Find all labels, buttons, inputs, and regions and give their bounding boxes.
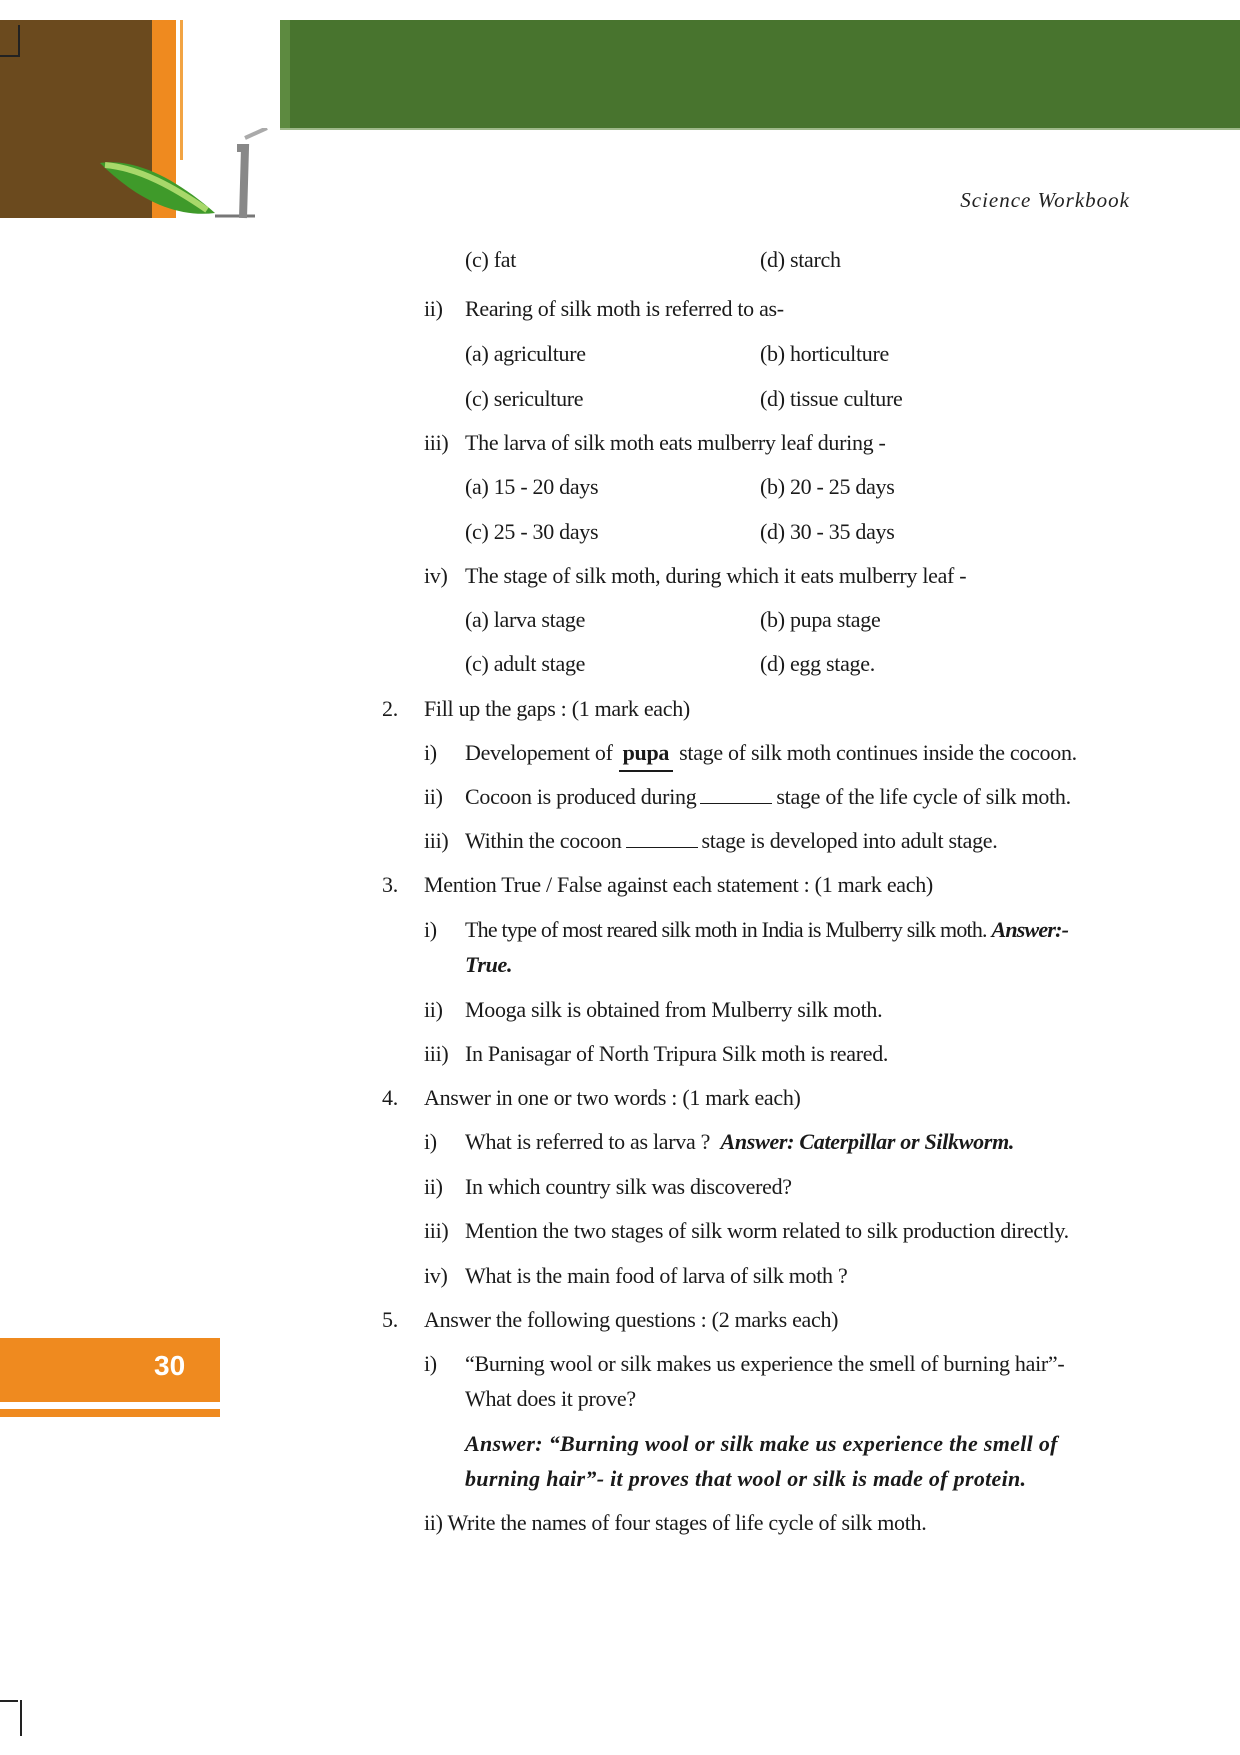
question-text: The stage of silk moth, during which it eats mulberry leaf - (465, 563, 967, 588)
header-green-edge (280, 20, 290, 128)
header-green-rule (280, 128, 1240, 130)
answer-blank (700, 785, 772, 804)
item-number: iii) (424, 828, 449, 853)
question-title: Answer in one or two words : (1 mark each) (424, 1085, 801, 1110)
statement-text: Mooga silk is obtained from Mulberry silk moth. (465, 997, 883, 1022)
option-c: (c) fat (465, 247, 517, 272)
question-title: Fill up the gaps : (1 mark each) (424, 696, 690, 721)
leaf-sprout-icon (95, 128, 275, 228)
question-text: In which country silk was discovered? (465, 1174, 792, 1199)
sentence-pre: Within the cocoon (465, 828, 622, 853)
question-title: Mention True / False against each statement : (1 mark each) (424, 872, 933, 897)
question-number: 3. (382, 872, 398, 897)
item-number: iii) (424, 1218, 449, 1243)
item-number: ii) (424, 296, 443, 321)
crop-mark-top-vertical (18, 25, 20, 55)
item-number: iii) (424, 430, 449, 455)
filled-answer: pupa (619, 740, 674, 772)
item-number: i) (424, 740, 437, 765)
item-number: i) (424, 917, 437, 942)
option-b: (b) horticulture (760, 341, 889, 366)
fill-gap-sentence (465, 828, 997, 854)
item-number: iv) (424, 563, 448, 588)
sentence-post: stage is developed into adult stage. (701, 828, 998, 853)
answer-blank (626, 829, 698, 848)
question-number: 4. (382, 1085, 398, 1110)
page-number-tab-underline (0, 1409, 220, 1417)
question-title: Answer the following questions : (2 marks each) (424, 1307, 839, 1332)
sentence-post: stage of the life cycle of silk moth. (776, 784, 1071, 809)
option-a: (a) larva stage (465, 607, 586, 632)
answer-label: Answer:- (991, 917, 1069, 942)
item-number: i) (424, 1351, 437, 1376)
option-b: (b) 20 - 25 days (760, 474, 895, 499)
question-text: What is the main food of larva of silk moth ? (465, 1263, 848, 1288)
crop-mark-top (0, 55, 20, 57)
answer-line-1: Answer: “Burning wool or silk make us experience the smell of (465, 1431, 1058, 1456)
question-number: 5. (382, 1307, 398, 1332)
question-text-line-2: What does it prove? (465, 1386, 636, 1411)
answer-text: Answer: Caterpillar or Silkworm. (720, 1129, 1015, 1154)
fill-gap-sentence (465, 740, 1077, 772)
option-c: (c) sericulture (465, 386, 584, 411)
sentence-post: stage of silk moth continues inside the cocoon. (679, 740, 1077, 765)
item-number: iv) (424, 1263, 448, 1288)
option-c: (c) adult stage (465, 651, 586, 676)
option-d: (d) starch (760, 247, 841, 272)
question-text (465, 1129, 1014, 1155)
option-d: (d) egg stage. (760, 651, 875, 676)
sentence-pre: Cocoon is produced during (465, 784, 697, 809)
option-d: (d) 30 - 35 days (760, 519, 895, 544)
option-b: (b) pupa stage (760, 607, 881, 632)
question-text: Mention the two stages of silk worm related to silk production directly. (465, 1218, 1069, 1243)
question-text: Rearing of silk moth is referred to as- (465, 296, 784, 321)
option-a: (a) agriculture (465, 341, 586, 366)
item-number: ii) (424, 997, 443, 1022)
option-d: (d) tissue culture (760, 386, 903, 411)
fill-gap-sentence (465, 784, 1071, 810)
statement: The type of most reared silk moth in India is Mulberry silk moth. (465, 917, 987, 942)
page-number: 30 (154, 1350, 186, 1381)
option-a: (a) 15 - 20 days (465, 474, 599, 499)
statement-text: In Panisagar of North Tripura Silk moth is reared. (465, 1041, 889, 1066)
page-number-tab (0, 1338, 220, 1402)
item-number: iii) (424, 1041, 449, 1066)
question-text: ii) Write the names of four stages of life cycle of silk moth. (424, 1510, 927, 1535)
option-c: (c) 25 - 30 days (465, 519, 599, 544)
statement-text (465, 917, 1068, 943)
question-text-line-1: “Burning wool or silk makes us experience the smell of burning hair”- (465, 1351, 1065, 1376)
item-number: ii) (424, 1174, 443, 1199)
question-text: The larva of silk moth eats mulberry leaf during - (465, 430, 886, 455)
running-head: Science Workbook (960, 188, 1130, 212)
answer-line-2: burning hair”- it proves that wool or silk is made of protein. (465, 1466, 1027, 1491)
item-number: ii) (424, 784, 443, 809)
sentence-pre: Developement of (465, 740, 613, 765)
answer-text: True. (465, 952, 513, 977)
header-green-banner (280, 20, 1240, 128)
crop-mark-bottom-vertical (20, 1700, 22, 1736)
question-number: 2. (382, 696, 398, 721)
crop-mark-bottom (0, 1700, 18, 1702)
question: What is referred to as larva ? (465, 1129, 711, 1154)
item-number: i) (424, 1129, 437, 1154)
